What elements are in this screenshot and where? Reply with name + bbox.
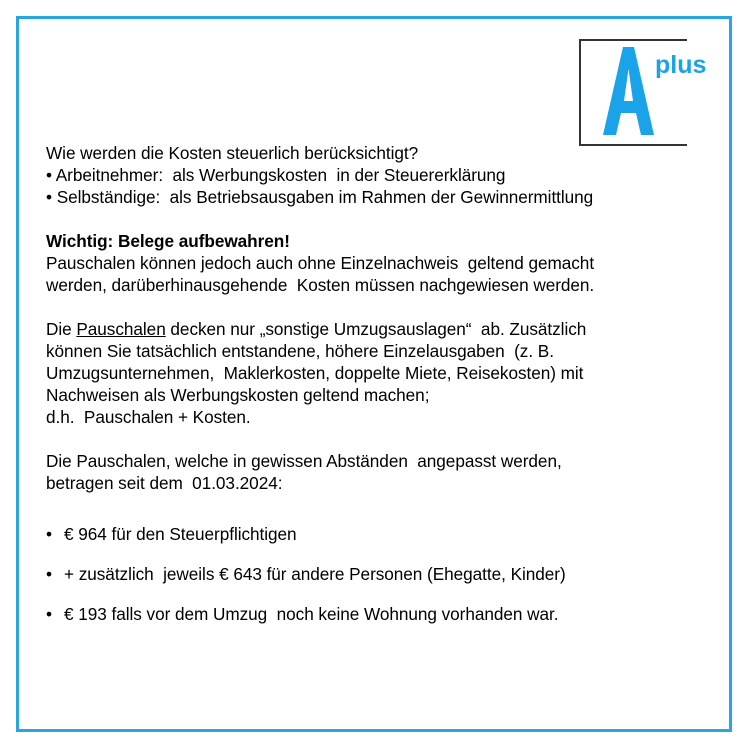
pauschalen-line: Nachweisen als Werbungskosten geltend machen; [46,385,430,405]
list-item-text: + zusätzlich jeweils € 643 für andere Personen (Ehegatte, Kinder) [64,564,566,584]
logo-suffix: plus [655,51,707,79]
pauschalen-underlined: Pauschalen [76,319,166,339]
pauschalen-line: d.h. Pauschalen + Kosten. [46,407,251,427]
important-line: werden, darüberhinausgehende Kosten müssen nachgewiesen werden. [46,275,595,295]
intro-question: Wie werden die Kosten steuerlich berücksichtigt? [46,143,419,163]
list-item [46,563,736,585]
important-line: Pauschalen können jedoch auch ohne Einzelnachweis geltend gemacht [46,253,595,273]
amounts-list [46,523,736,625]
pauschalen-line: Die Pauschalen decken nur „sonstige Umzugsauslagen“ ab. Zusätzlich [46,319,587,339]
aplus-logo [579,39,707,146]
list-item [46,603,736,625]
intro-item-employees: • Arbeitnehmer: als Werbungskosten in der Steuererklärung [46,165,506,185]
list-item [46,523,736,545]
intro-item-self-employed: • Selbständige: als Betriebsausgaben im Rahmen der Gewinnermittlung [46,187,594,207]
list-item-text: € 964 für den Steuerpflichtigen [64,524,297,544]
bullet-icon: • [46,524,52,544]
document-body [46,142,736,643]
amounts-intro-line: betragen seit dem 01.03.2024: [46,473,283,493]
pauschalen-line: Umzugsunternehmen, Maklerkosten, doppelte Miete, Reisekosten) mit [46,363,584,383]
pauschalen-line: können Sie tatsächlich entstandene, höhere Einzelausgaben (z. B. [46,341,554,361]
bullet-icon: • [46,604,52,624]
bullet-icon: • [46,564,52,584]
list-item-text: € 193 falls vor dem Umzug noch keine Wohnung vorhanden war. [64,604,559,624]
amounts-intro-line: Die Pauschalen, welche in gewissen Abständen angepasst werden, [46,451,562,471]
important-heading: Wichtig: Belege aufbewahren! [46,231,290,251]
